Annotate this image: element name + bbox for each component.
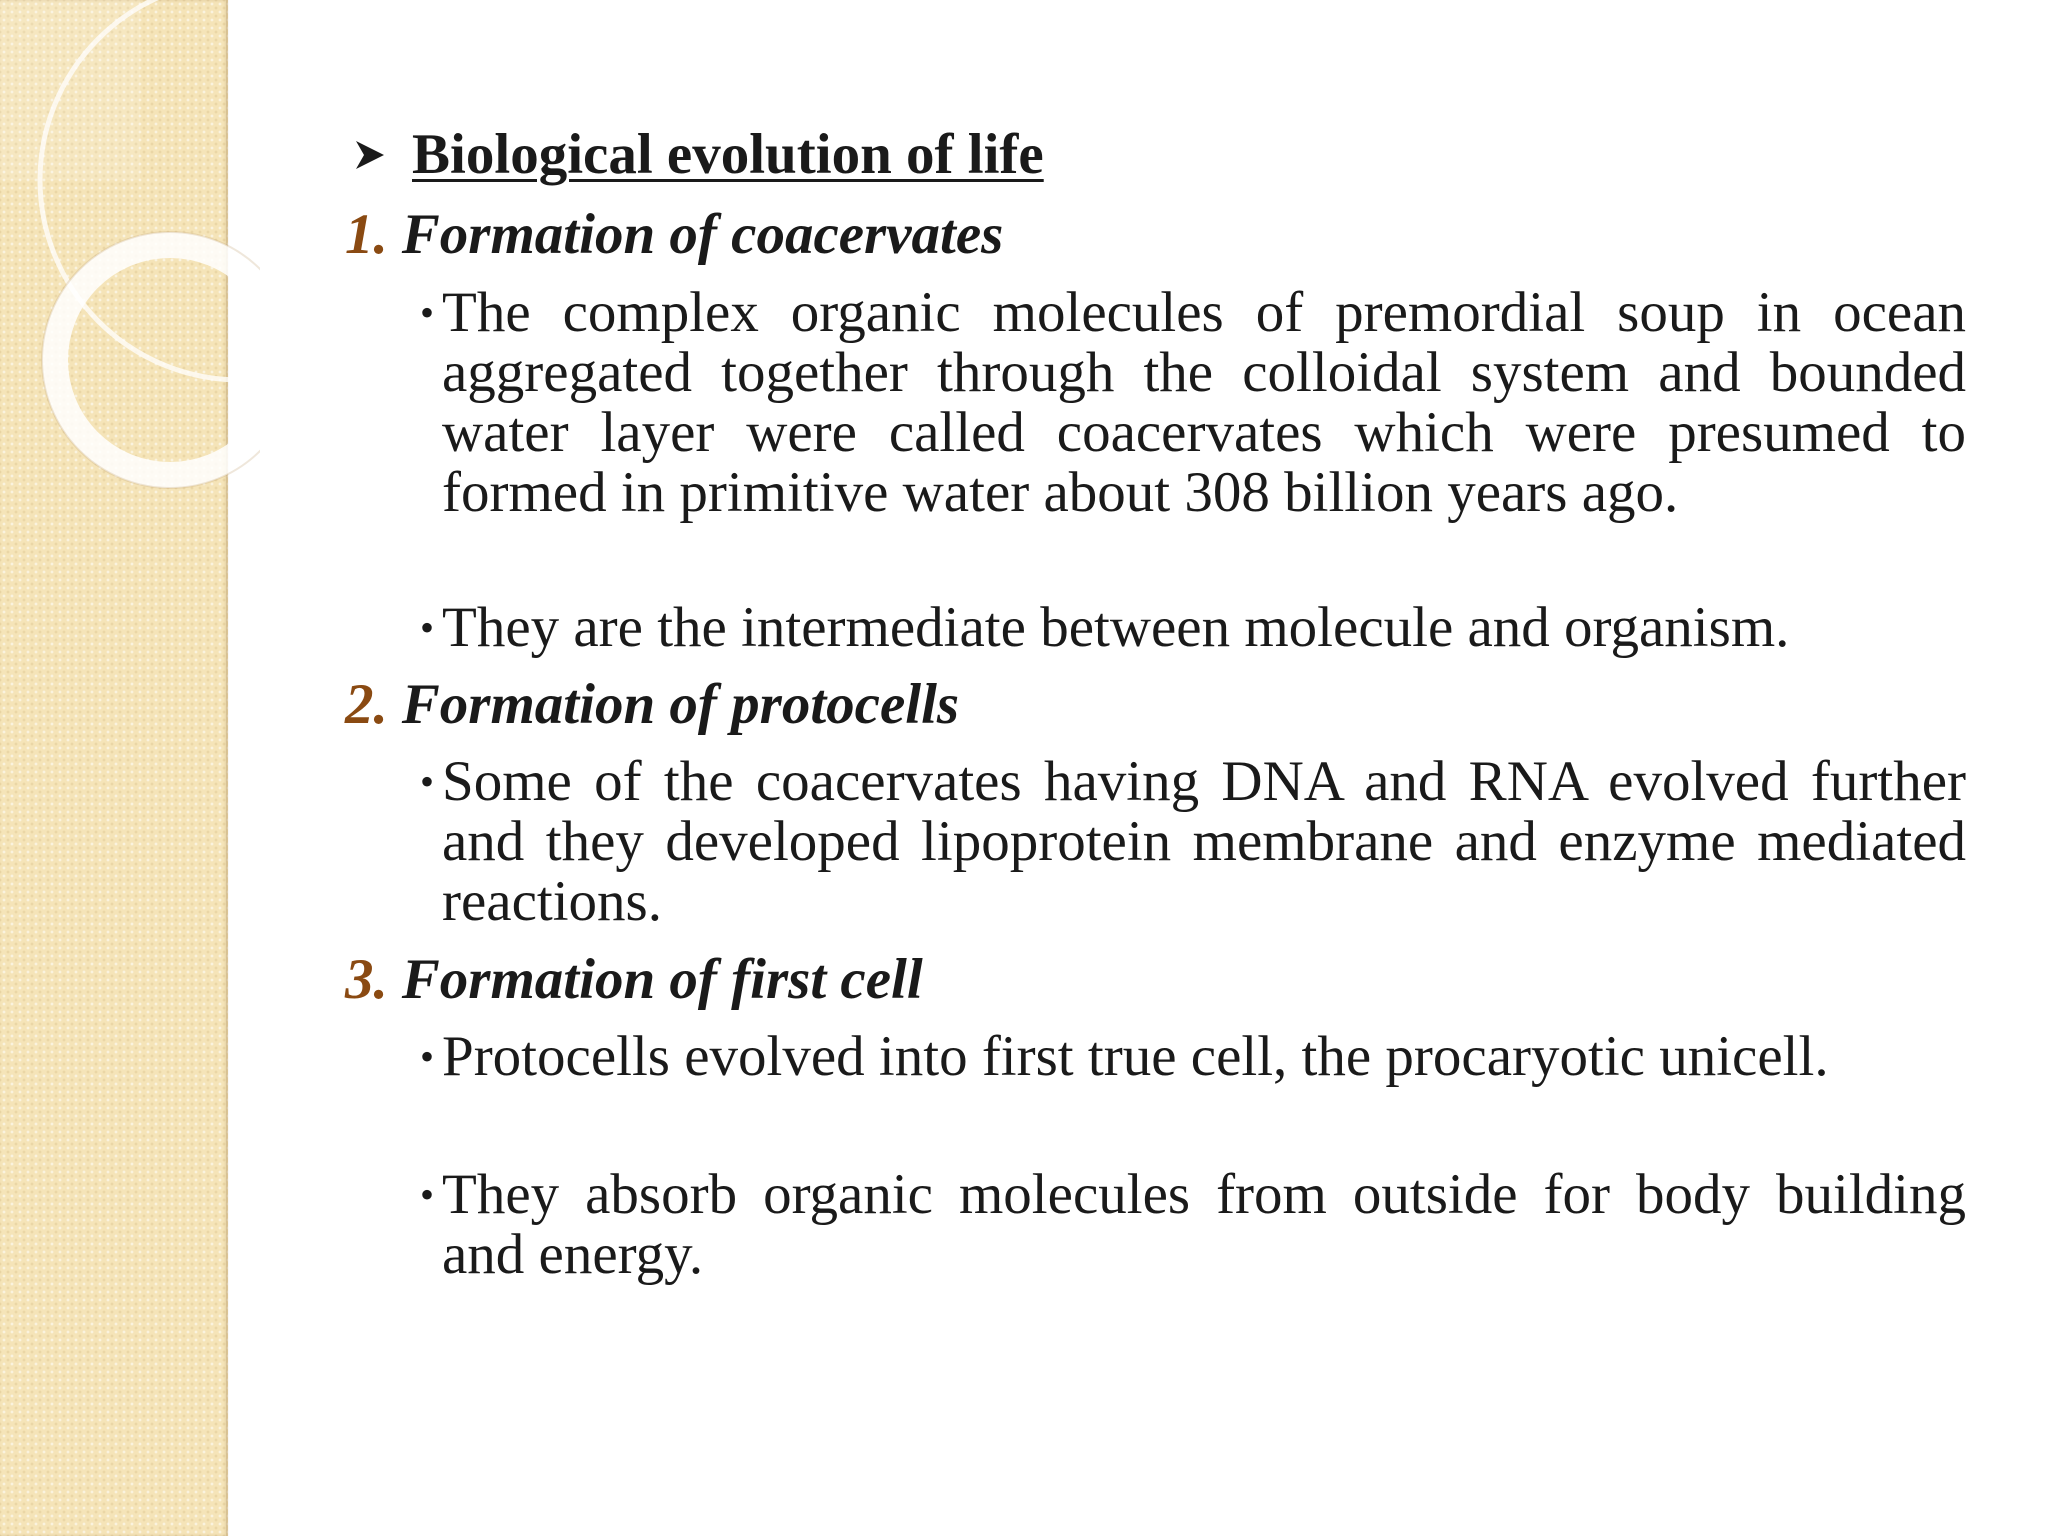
arrow-bullet-icon: [350, 135, 390, 175]
bullet-dot-icon: •: [420, 1172, 435, 1217]
section-number: 2.: [345, 673, 388, 736]
bullet-text: They absorb organic molecules from outside for body building and energy.: [442, 1163, 1966, 1286]
bullet-text: Protocells evolved into first true cell, the procaryotic unicell.: [442, 1025, 1829, 1088]
section-title: Formation of first cell: [401, 948, 923, 1011]
bullet-item: [420, 283, 1966, 523]
section-heading-1: [345, 200, 1003, 270]
bullet-item: [420, 1165, 1966, 1285]
heading-title: Biological evolution of life: [412, 123, 1044, 186]
section-number: 1.: [345, 203, 388, 266]
section-title: Formation of protocells: [401, 673, 960, 736]
bullet-dot-icon: •: [420, 290, 435, 335]
bullet-item: [420, 752, 1966, 932]
bullet-dot-icon: •: [420, 605, 435, 650]
bullet-item: [420, 598, 1966, 658]
bullet-text: They are the intermediate between molecule and organism.: [442, 596, 1790, 659]
bullet-dot-icon: •: [420, 759, 435, 804]
slide-heading: [350, 120, 1044, 190]
bullet-dot-icon: •: [420, 1034, 435, 1079]
bullet-item: [420, 1027, 1966, 1087]
section-heading-3: [345, 945, 923, 1015]
section-title: Formation of coacervates: [401, 203, 1004, 266]
section-number: 3.: [345, 948, 388, 1011]
bullet-text: The complex organic molecules of premordial soup in ocean aggregated together through the colloidal system and bounded water layer were called coacervates which were presumed to formed in primitive water about 308 billion years ago.: [442, 281, 1966, 524]
section-heading-2: [345, 670, 959, 740]
bullet-text: Some of the coacervates having DNA and RNA evolved further and they developed lipoprotein membrane and enzyme mediated reactions.: [442, 750, 1966, 933]
